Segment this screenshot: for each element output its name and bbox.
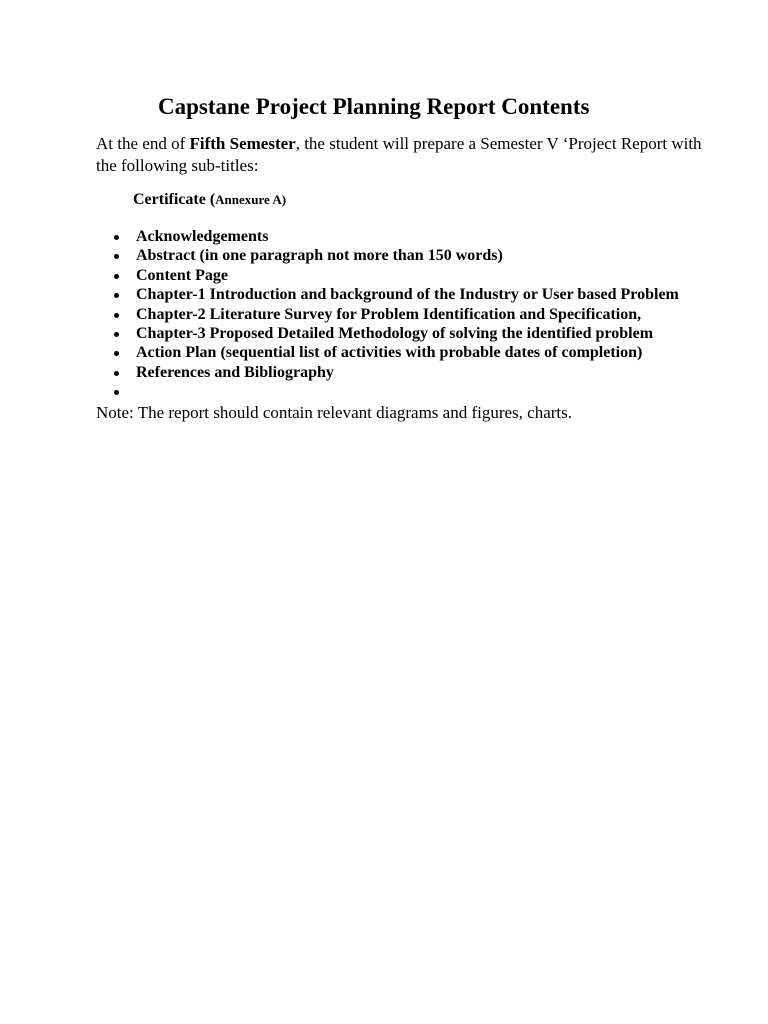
list-item-text: Acknowledgements <box>136 228 269 245</box>
bullet-icon <box>114 274 119 279</box>
list-item <box>110 285 679 304</box>
list-item <box>110 246 679 265</box>
subtitle-list <box>110 227 679 402</box>
list-item-text: Abstract (in one paragraph not more than 150 words) <box>136 247 503 265</box>
bullet-icon <box>114 371 119 376</box>
list-item <box>110 266 679 285</box>
list-item <box>110 324 679 343</box>
list-item-text: Chapter-1 Introduction and background of the Industry or User based Problem <box>136 286 679 304</box>
bullet-icon <box>114 235 119 240</box>
list-item <box>110 305 679 324</box>
certificate-heading <box>133 190 286 210</box>
intro-semester: Fifth Semester <box>189 134 296 153</box>
list-item-text: Content Page <box>136 266 228 284</box>
intro-prefix: At the end of <box>96 134 190 153</box>
bullet-icon <box>114 293 119 298</box>
note-text: Note: The report should contain relevant diagrams and figures, charts. <box>96 403 573 422</box>
list-item-text: Chapter-2 Literature Survey for Problem Identification and Specification, <box>136 305 642 323</box>
list-item <box>110 363 679 382</box>
list-item-text: Action Plan (sequential list of activities with probable dates of completion) <box>136 344 643 362</box>
list-item-text: Chapter-3 Proposed Detailed Methodology of solving the identified problem <box>136 324 654 342</box>
bullet-icon <box>114 332 119 337</box>
list-item <box>110 227 679 246</box>
list-item <box>110 382 679 401</box>
list-item <box>110 343 679 362</box>
bullet-icon <box>114 313 119 318</box>
bullet-icon <box>114 390 119 395</box>
bullet-icon <box>114 254 119 259</box>
list-item-text: References and Bibliography <box>136 363 334 381</box>
page-title: Capstane Project Planning Report Contents <box>158 94 590 119</box>
certificate-label: Certificate ( <box>133 191 216 208</box>
intro-suffix: , the student will prepare a Semester V ‘Project Report with the following sub-titles: <box>96 134 702 175</box>
intro-paragraph <box>96 133 716 177</box>
bullet-icon <box>114 351 119 356</box>
certificate-annexure: Annexure A) <box>215 192 287 207</box>
